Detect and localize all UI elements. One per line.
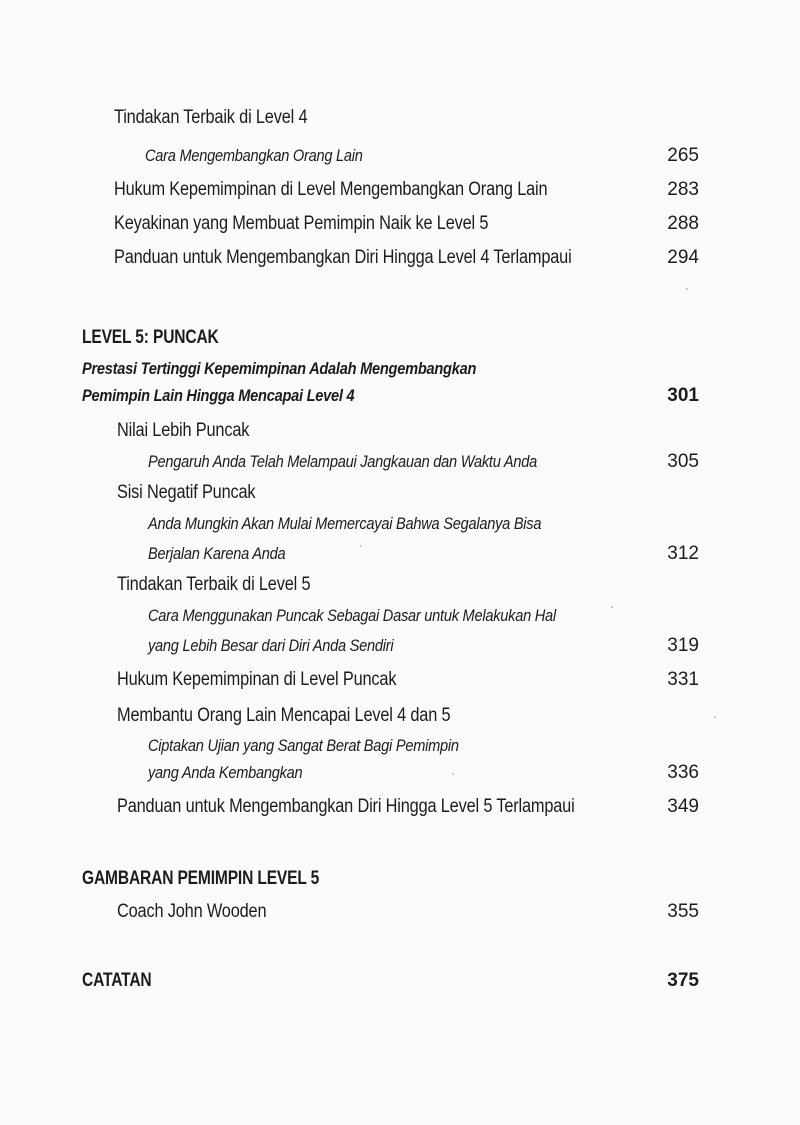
toc-entry-subtitle: Cara Mengembangkan Orang Lain <box>145 146 363 165</box>
toc-entry <box>0 631 800 661</box>
toc-page-number: 283 <box>667 179 699 200</box>
toc-entry-subtitle: Ciptakan Ujian yang Sangat Berat Bagi Pemimpin <box>148 736 459 755</box>
scan-speck <box>452 773 454 775</box>
scan-speck <box>611 606 613 608</box>
toc-entry <box>0 731 800 761</box>
toc-entry-subtitle: yang Lebih Besar dari Diri Anda Sendiri <box>148 636 394 655</box>
toc-page-number: 288 <box>667 213 699 234</box>
section-subtitle: Prestasi Tertinggi Kepemimpinan Adalah Mengembangkan <box>82 359 477 378</box>
toc-page-number: 375 <box>667 970 699 991</box>
toc-entry <box>0 381 800 411</box>
toc-entry <box>0 601 800 631</box>
toc-page-number: 312 <box>667 543 699 564</box>
toc-entry-title: Sisi Negatif Puncak <box>117 482 256 503</box>
toc-entry-subtitle: Anda Mungkin Akan Mulai Memercayai Bahwa Segalanya Bisa <box>148 514 542 533</box>
toc-entry <box>0 103 800 133</box>
toc-page-number: 265 <box>667 145 699 166</box>
toc-entry <box>0 701 800 731</box>
toc-entry-title: Nilai Lebih Puncak <box>117 420 250 441</box>
toc-entry <box>0 478 800 508</box>
toc-entry <box>0 570 800 600</box>
toc-section-heading <box>0 864 800 894</box>
toc-entry-title: Hukum Kepemimpinan di Level Puncak <box>117 669 397 690</box>
toc-entry <box>0 665 800 695</box>
toc-entry <box>0 209 800 239</box>
toc-section-heading <box>0 323 800 353</box>
toc-page-number: 294 <box>667 247 699 268</box>
toc-page-number: 319 <box>667 635 699 656</box>
toc-entry <box>0 354 800 384</box>
toc-entry <box>0 758 800 788</box>
toc-entry-title: Panduan untuk Mengembangkan Diri Hingga Level 4 Terlampaui <box>114 247 572 268</box>
scan-speck <box>686 288 688 290</box>
section-heading: LEVEL 5: PUNCAK <box>82 327 219 348</box>
scan-speck <box>360 545 362 547</box>
toc-entry-subtitle: Berjalan Karena Anda <box>148 544 286 563</box>
toc-entry <box>0 175 800 205</box>
section-subtitle: Pemimpin Lain Hingga Mencapai Level 4 <box>82 386 355 405</box>
toc-entry <box>0 141 800 171</box>
toc-entry-title: Hukum Kepemimpinan di Level Mengembangkan Orang Lain <box>114 179 548 200</box>
section-heading: GAMBARAN PEMIMPIN LEVEL 5 <box>82 868 320 889</box>
toc-entry-subtitle: Cara Menggunakan Puncak Sebagai Dasar untuk Melakukan Hal <box>148 606 556 625</box>
toc-entry-subtitle: Pengaruh Anda Telah Melampaui Jangkauan dan Waktu Anda <box>148 452 537 471</box>
toc-entry <box>0 509 800 539</box>
toc-entry <box>0 447 800 477</box>
toc-entry-subtitle: yang Anda Kembangkan <box>148 763 303 782</box>
toc-entry <box>0 416 800 446</box>
toc-entry-title: Keyakinan yang Membuat Pemimpin Naik ke Level 5 <box>114 213 489 234</box>
section-heading: CATATAN <box>82 970 152 991</box>
toc-page-number: 355 <box>667 901 699 922</box>
toc-section-heading <box>0 966 800 996</box>
toc-entry-title: Panduan untuk Mengembangkan Diri Hingga Level 5 Terlampaui <box>117 796 575 817</box>
toc-page-number: 331 <box>667 669 699 690</box>
toc-entry-title: Coach John Wooden <box>117 901 267 922</box>
toc-entry <box>0 792 800 822</box>
toc-page-number: 336 <box>667 762 699 783</box>
toc-entry-title: Tindakan Terbaik di Level 5 <box>117 574 311 595</box>
toc-page-number: 301 <box>667 385 699 406</box>
toc-page-number: 305 <box>667 451 699 472</box>
toc-entry <box>0 243 800 273</box>
toc-page-number: 349 <box>667 796 699 817</box>
toc-entry-title: Tindakan Terbaik di Level 4 <box>114 107 308 128</box>
toc-entry <box>0 897 800 927</box>
scan-speck <box>714 716 716 718</box>
toc-entry <box>0 539 800 569</box>
toc-entry-title: Membantu Orang Lain Mencapai Level 4 dan 5 <box>117 705 451 726</box>
